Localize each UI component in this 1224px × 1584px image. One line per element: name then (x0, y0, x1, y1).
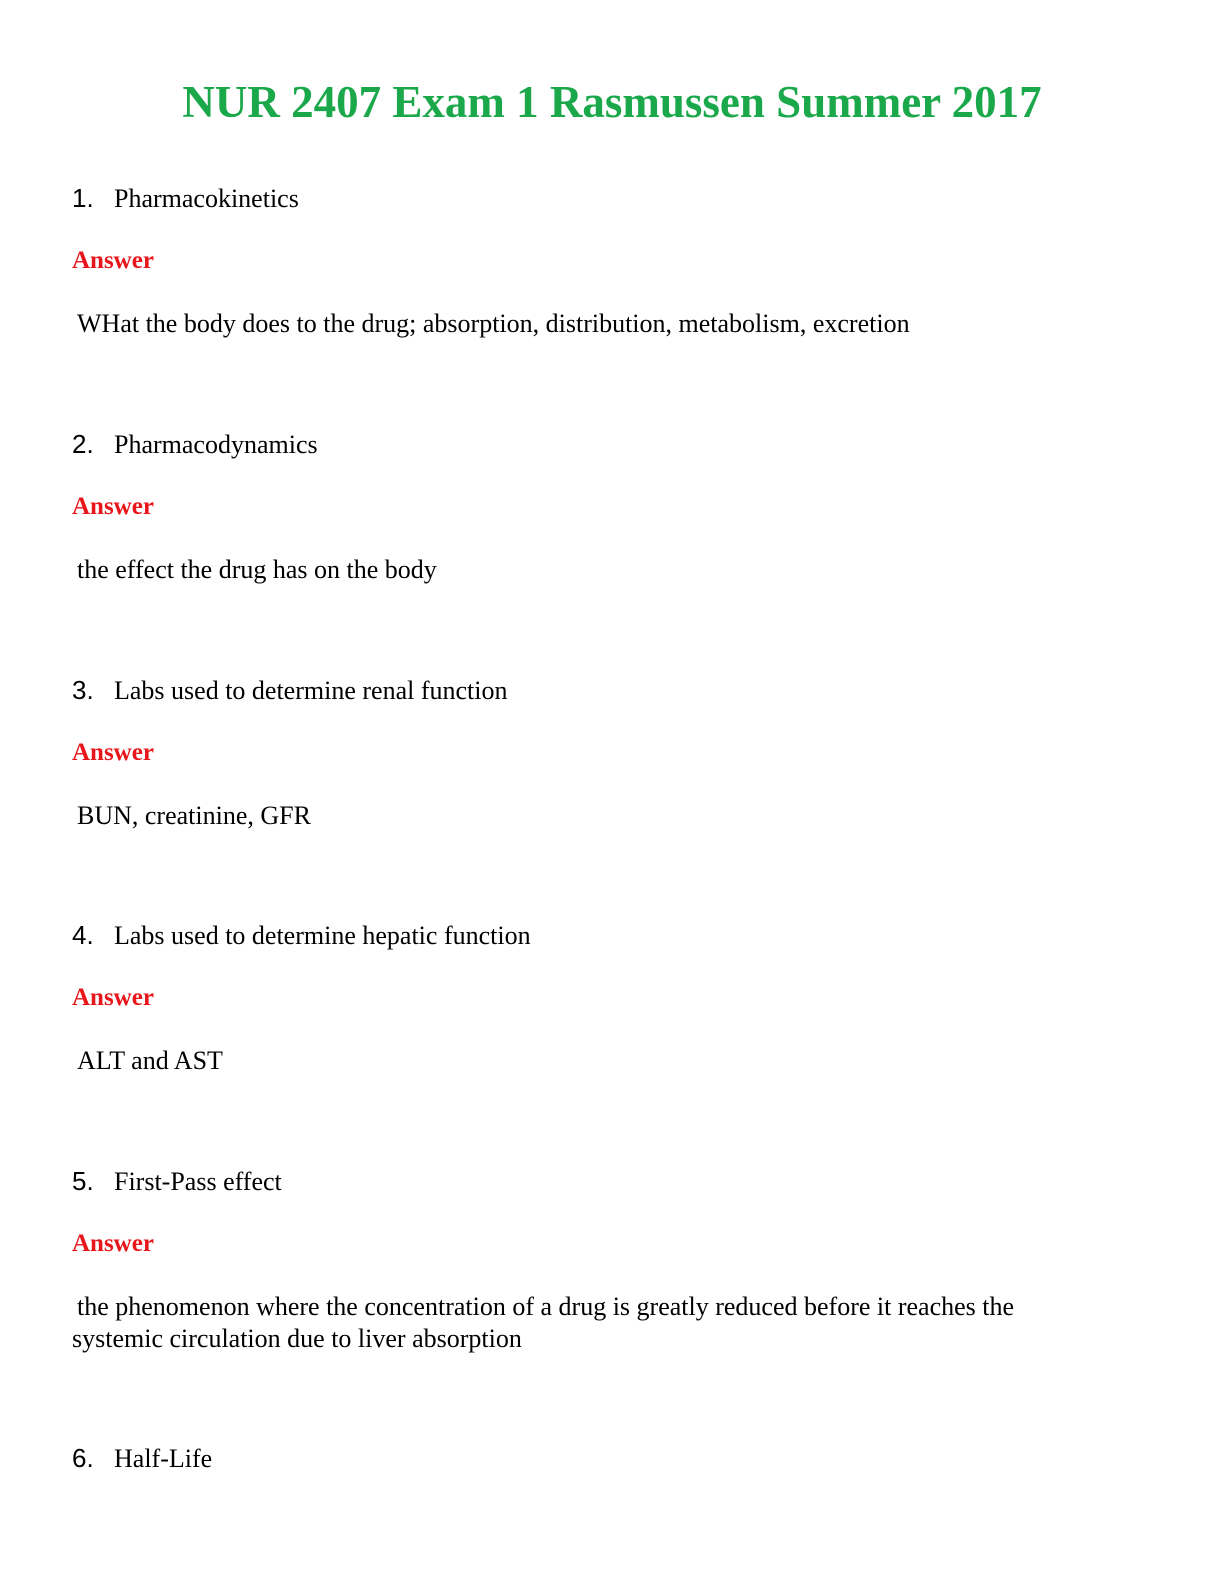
question-number: 4. (72, 920, 94, 950)
question-line (72, 673, 507, 707)
answer-label: Answer (72, 247, 154, 274)
question-number: 2. (72, 429, 94, 459)
answer-text: WHat the body does to the drug; absorption, distribution, metabolism, excretion (77, 309, 910, 338)
answer-text: BUN, creatinine, GFR (77, 801, 311, 830)
question-term: First-Pass effect (114, 1167, 282, 1196)
question-line (72, 1441, 212, 1475)
answer-text: the effect the drug has on the body (77, 555, 437, 584)
question-number: 6. (72, 1443, 94, 1473)
answer-label: Answer (72, 739, 154, 766)
answer-text: the phenomenon where the concentration of a drug is greatly reduced before it reaches the systemic circulation due to liver absorption (72, 1292, 1015, 1353)
question-line (72, 918, 531, 952)
question-line (72, 1164, 282, 1198)
question-number: 1. (72, 183, 94, 213)
answer-label: Answer (72, 984, 154, 1011)
question-term: Labs used to determine renal function (114, 676, 508, 705)
question-term: Pharmacodynamics (114, 430, 318, 459)
page-title: NUR 2407 Exam 1 Rasmussen Summer 2017 (182, 77, 1042, 127)
question-line (72, 427, 318, 461)
question-number: 3. (72, 675, 94, 705)
question-number: 5. (72, 1166, 94, 1196)
question-line (72, 181, 299, 215)
answer-label: Answer (72, 493, 154, 520)
question-term: Half-Life (114, 1444, 213, 1473)
answer-text: ALT and AST (77, 1046, 223, 1075)
question-term: Pharmacokinetics (114, 184, 299, 213)
answer-label: Answer (72, 1230, 154, 1257)
question-term: Labs used to determine hepatic function (114, 921, 531, 950)
